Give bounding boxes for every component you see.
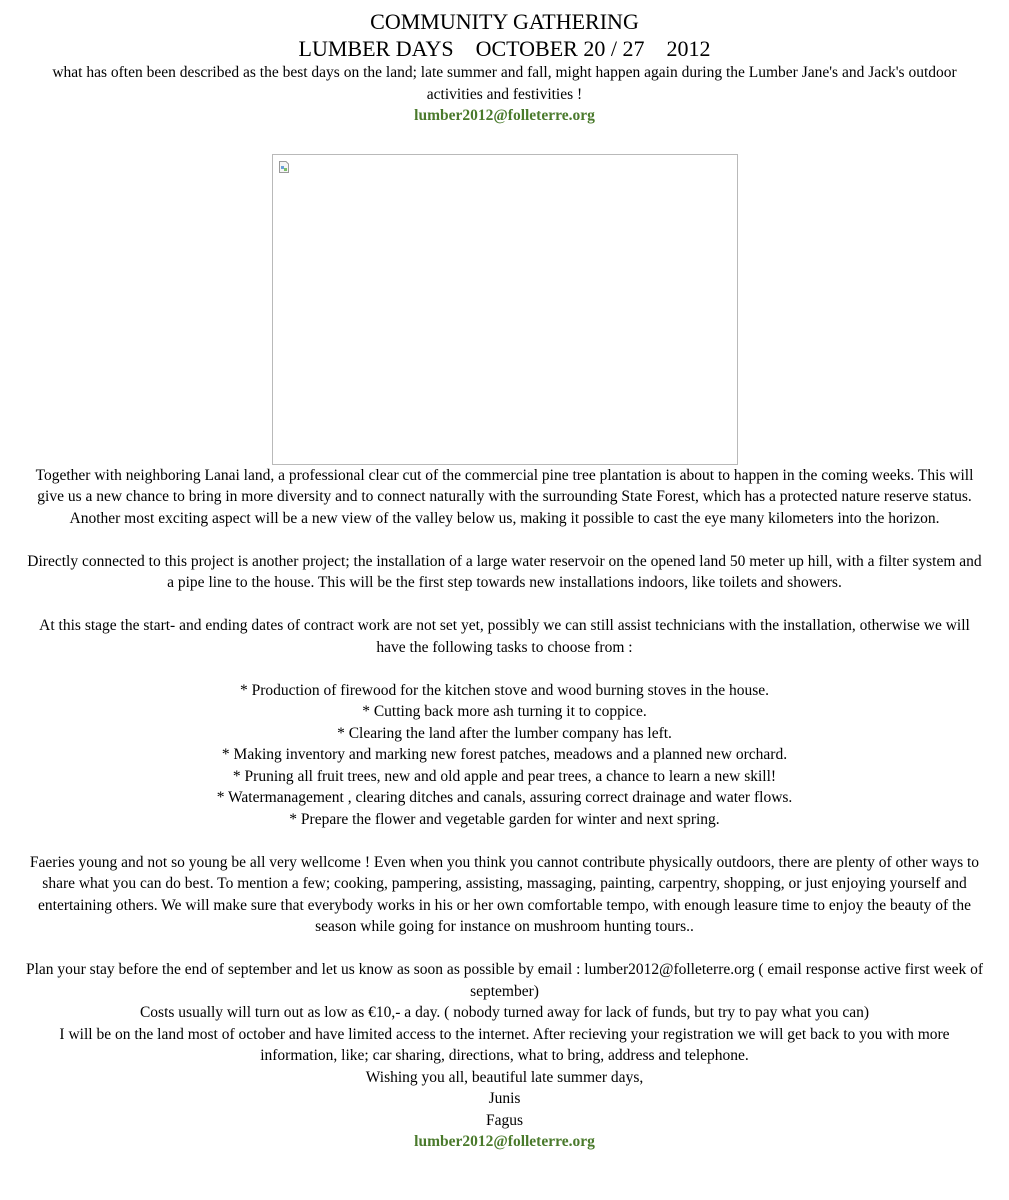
intro-email-link[interactable]: lumber2012@folleterre.org <box>414 107 595 124</box>
signature-fagus: Fagus <box>485 1111 524 1129</box>
paragraph-availability: I will be on the land most of october and have limited access to the internet. After recieving your registration we will get back to you with more information, like; car sharing, directions, what to bring, address and telephone. <box>59 1025 950 1064</box>
closing-email-link[interactable]: lumber2012@folleterre.org <box>414 1133 595 1150</box>
page-title: COMMUNITY GATHERING <box>370 9 639 34</box>
list-item: * Pruning all fruit trees, new and old apple and pear trees, a chance to learn a new skill! <box>232 767 777 785</box>
list-item: * Cutting back more ash turning it to coppice. <box>362 703 647 720</box>
list-item: * Prepare the flower and vegetable garden for winter and next spring. <box>289 810 720 828</box>
signature-junis: Junis <box>488 1090 521 1107</box>
paragraph-contract-work: At this stage the start- and ending dates of contract work are not set yet, possibly we can still assist technicians with the installation, otherwise we will have the following tasks to choose from : <box>39 617 970 656</box>
broken-image-icon <box>279 161 289 173</box>
paragraph-water-reservoir: Directly connected to this project is another project; the installation of a large water reservoir on the opened land 50 meter up hill, with a filter system and a pipe line to the house. This will be the first step towards new installations indoors, like toilets and showers. <box>27 552 982 591</box>
page-subtitle: LUMBER DAYS OCTOBER 20 / 27 2012 <box>298 36 711 61</box>
paragraph-welcome: Faeries young and not so young be all very wellcome ! Even when you think you cannot contribute physically outdoors, there are plenty of other ways to share what you can do best. To mention a few; cooking, pampering, assisting, massaging, painting, carpentry, shopping, or just enjoying yourself and entertaining others. We will make sure that everybody works in his or her own comfortable tempo, with enough leasure time to enjoy the beauty of the season while going for instance on mushroom hunting tours.. <box>29 853 980 935</box>
list-item: * Watermanagement , clearing ditches and canals, assuring correct drainage and water flows. <box>216 789 793 806</box>
image-placeholder <box>272 154 738 465</box>
intro-text: what has often been described as the best days on the land; late summer and fall, might happen again during the Lumber Jane's and Jack's outdoor activities and festivities ! <box>52 64 957 103</box>
list-item: * Production of firewood for the kitchen stove and wood burning stoves in the house. <box>239 681 770 699</box>
task-list <box>0 680 1009 831</box>
list-item: * Clearing the land after the lumber company has left. <box>337 724 672 742</box>
paragraph-costs: Costs usually will turn out as low as €10,- a day. ( nobody turned away for lack of funds, but try to pay what you can) <box>139 1004 870 1021</box>
list-item: * Making inventory and marking new forest patches, meadows and a planned new orchard. <box>221 746 788 763</box>
paragraph-plan-stay: Plan your stay before the end of september and let us know as soon as possible by email : lumber2012@folleterre.org ( email response active first week of september) <box>25 961 984 1000</box>
closing-wishes: Wishing you all, beautiful late summer days, <box>365 1068 644 1086</box>
paragraph-clear-cut: Together with neighboring Lanai land, a professional clear cut of the commercial pine tree plantation is about to happen in the coming weeks. This will give us a new chance to bring in more diversity and to connect naturally with the surrounding State Forest, which has a protected nature reserve status. Another most exciting aspect will be a new view of the valley below us, making it possible to cast the eye many kilometers into the horizon. <box>35 466 974 527</box>
